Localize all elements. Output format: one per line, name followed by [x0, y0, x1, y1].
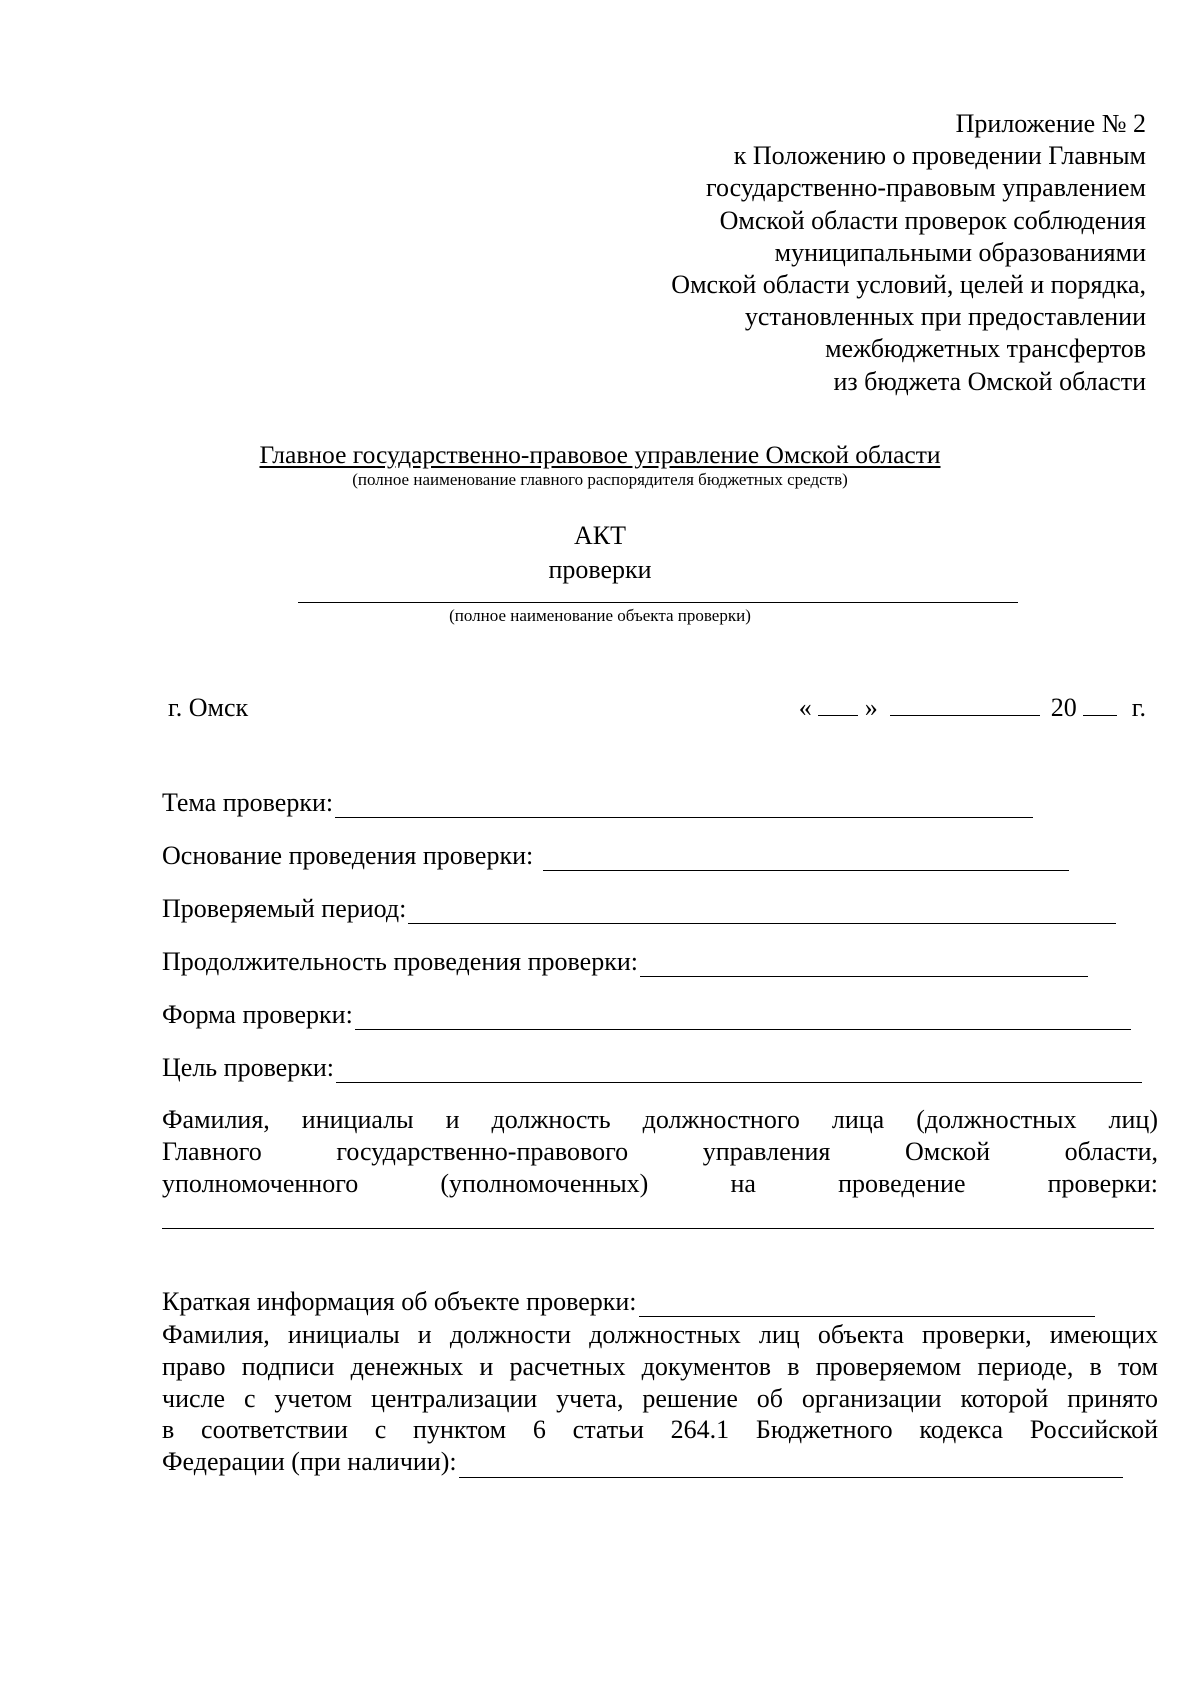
- act-title: АКТ: [574, 521, 626, 550]
- paragraph-line: Фамилия, инициалы и должности должностных лиц объекта проверки, имеющих: [162, 1320, 1158, 1349]
- signatories-input-line[interactable]: [459, 1453, 1123, 1478]
- appendix-line: из бюджета Омской области: [833, 366, 1146, 396]
- field-label: Продолжительность проведения проверки:: [162, 947, 638, 976]
- appendix-line: муниципальными образованиями: [774, 237, 1146, 267]
- paragraph-line: Федерации (при наличии):: [162, 1447, 457, 1477]
- goal-input-line[interactable]: [336, 1058, 1142, 1083]
- paragraph-line: уполномоченного (уполномоченных) на проведение проверки:: [162, 1169, 1158, 1198]
- organization-name: Главное государственно-правовое управление Омской области: [259, 440, 941, 469]
- appendix-line: Приложение № 2: [955, 109, 1146, 138]
- object-info-input-line[interactable]: [639, 1292, 1095, 1317]
- field-label: Тема проверки:: [162, 788, 334, 817]
- appendix-line: государственно-правовым управлением: [705, 173, 1146, 203]
- open-quote: «: [798, 693, 812, 722]
- paragraph-line: в соответствии с пунктом 6 статьи 264.1 Бюджетного кодекса Российской: [162, 1415, 1158, 1445]
- field-label: Проверяемый период:: [162, 894, 407, 923]
- appendix-line: к Положению о проведении Главным: [733, 141, 1146, 171]
- paragraph-last-line: [162, 1446, 1158, 1478]
- year-prefix: 20: [1050, 693, 1077, 722]
- appendix-line: Омской области проверок соблюдения: [719, 205, 1146, 235]
- appendix-line: межбюджетных трансфертов: [825, 334, 1146, 364]
- field-label: Основание проведения проверки:: [162, 841, 534, 870]
- day-blank: [818, 693, 858, 716]
- signatories-paragraph: [162, 1319, 1158, 1478]
- form-input-line[interactable]: [355, 1005, 1131, 1030]
- organization-caption: (полное наименование главного распорядителя бюджетных средств): [352, 470, 848, 489]
- officials-input-line[interactable]: [162, 1228, 1154, 1229]
- field-duration: [162, 947, 1088, 977]
- appendix-line: установленных при предоставлении: [744, 302, 1146, 332]
- field-goal: [162, 1053, 1142, 1083]
- appendix-line: Омской области условий, целей и порядка,: [671, 270, 1146, 300]
- city: г. Омск: [168, 693, 249, 722]
- period-input-line[interactable]: [408, 899, 1116, 924]
- field-basis: [162, 841, 1069, 871]
- field-object-info: [162, 1287, 1095, 1317]
- object-name-line: [298, 602, 1018, 603]
- organization-block: [0, 440, 1200, 490]
- field-form: [162, 1000, 1131, 1030]
- field-label: Форма проверки:: [162, 1000, 353, 1029]
- year-blank: [1083, 693, 1117, 716]
- paragraph-line: числе с учетом централизации учета, решение об организации которой принято: [162, 1383, 1158, 1413]
- duration-input-line[interactable]: [640, 952, 1088, 977]
- field-topic: [162, 788, 1033, 818]
- date-line: [799, 693, 1146, 723]
- officials-paragraph: [162, 1104, 1158, 1200]
- month-blank: [890, 693, 1040, 716]
- act-subtitle: проверки: [548, 555, 652, 584]
- field-label: Краткая информация об объекте проверки:: [162, 1287, 637, 1316]
- paragraph-line: Главного государственно-правового управления Омской области,: [162, 1137, 1158, 1166]
- topic-input-line[interactable]: [335, 793, 1033, 818]
- paragraph-line: право подписи денежных и расчетных документов в проверяемом периоде, в том: [162, 1351, 1158, 1381]
- appendix-header: [671, 108, 1146, 398]
- basis-input-line[interactable]: [543, 846, 1069, 871]
- close-quote: »: [864, 693, 878, 722]
- object-caption: (полное наименование объекта проверки): [449, 606, 751, 625]
- year-suffix: г.: [1131, 693, 1146, 722]
- field-label: Цель проверки:: [162, 1053, 334, 1082]
- field-period: [162, 894, 1116, 924]
- paragraph-line: Фамилия, инициалы и должность должностного лица (должностных лиц): [162, 1105, 1158, 1134]
